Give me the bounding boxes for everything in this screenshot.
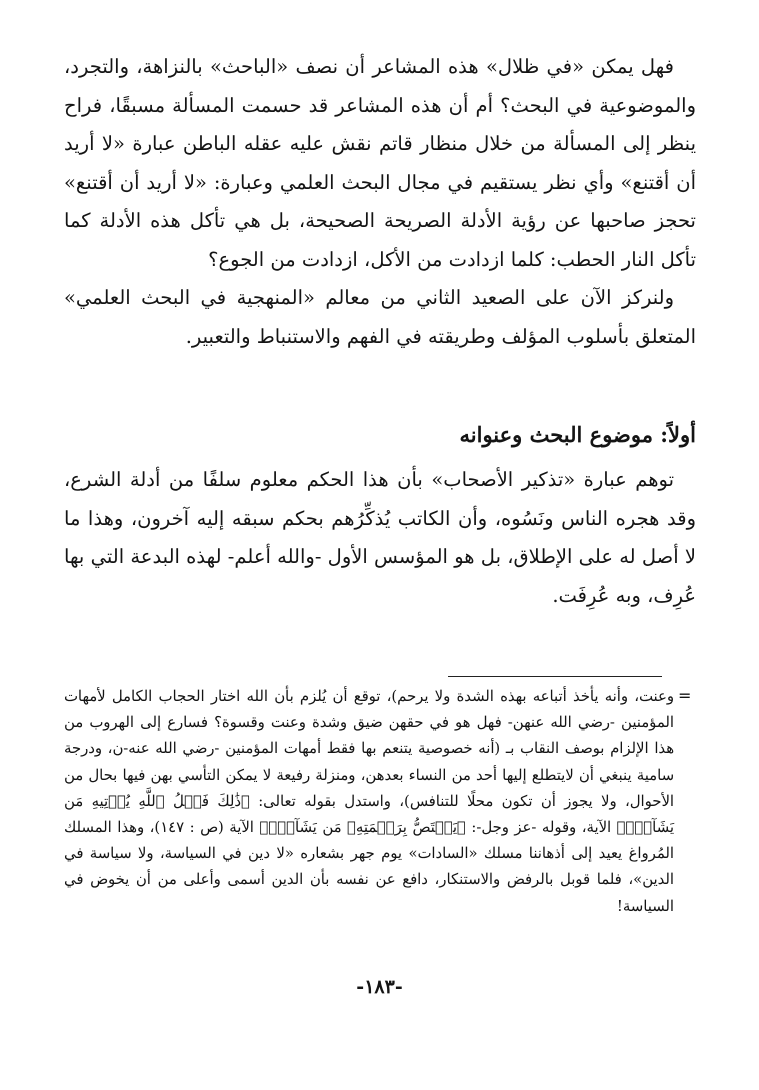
body-text-lower: [64, 461, 696, 615]
body-text-upper: [64, 48, 696, 356]
footnote-divider: [448, 676, 662, 677]
page-number: -١٨٣-: [356, 976, 403, 998]
footnote-continuation-marker: =: [678, 686, 692, 705]
paragraph-2: ولنركز الآن على الصعيد الثاني من معالم «المنهجية في البحث العلمي» المتعلق بأسلوب المؤلف وطريقته في الفهم والاستنباط والتعبير.: [64, 286, 696, 348]
paragraph-1: فهل يمكن «في ظلال» هذه المشاعر أن نصف «الباحث» بالنزاهة، والتجرد، والموضوعية في البحث؟ أم أن هذه المشاعر قد حسمت المسألة مسبقًا، فراح ينظر إلى المسألة من خلال منظار قاتم نقش عليه عقله الباطن عبارة «لا أريد أن أقتنع» وأي نظر يستقيم في مجال البحث العلمي وعبارة: «لا أريد أن أقتنع» تحجز صاحبها عن رؤية الأدلة الصريحة الصحيحة، بل هي تأكل هذه الأدلة كما تأكل النار الحطب: كلما ازدادت من الأكل، ازدادت من الجوع؟: [64, 55, 696, 271]
section-heading: أولاً: موضوع البحث وعنوانه: [459, 422, 696, 447]
footnote-text: وعنت، وأنه يأخذ أتباعه بهذه الشدة ولا يرحم)، توقع أن يُلزم بأن الله اختار الحجاب الكامل لأمهات المؤمنين -رضي الله عنهن- فهل هو في حقهن ضيق وشدة وعنت وقسوة؟ فسارع إلى الهروب من هذا الإلزام بوصف النقاب بـ (أنه خصوصية يتنعم بها فقط أمهات المؤمنين -رضي الله عنه-ن، ودرجة سامية ينبغي أن لايتطلع إليها أحد من النساء بعدهن، ومنزلة رفيعة لا يمكن التأسي بهن فيها بحال من الأحوال، ولا يجوز أن تكون محلًا للتنافس)، واستدل بقوله تعالى: ﴿ذَٰلِكَ فَضۡلُ ٱللَّهِ يُؤۡتِيهِ مَن يَشَآءُۚ﴾ الآية، وقوله -عز وجل-: ﴿يَخۡتَصُّ بِرَحۡمَتِهِۦ مَن يَشَآءُۚ﴾ الآية (ص : ١٤٧)، وهذا المسلك المُرواغ يعيد إلى أذهاننا مسلك «السادات» يوم جهر بشعاره «لا دين في السياسة، ولا سياسة في الدين»، فلما قوبل بالرفض والاستنكار، دافع عن نفسه بأن الدين أسمى وأعلى من أن يخوض في السياسة!: [64, 688, 675, 915]
paragraph-3: توهم عبارة «تذكير الأصحاب» بأن هذا الحكم معلوم سلفًا من أدلة الشرع، وقد هجره الناس ونَسُوه، وأن الكاتب يُذكِّرُهم بحكم سبقه إليه آخرون، وهذا ما لا أصل له على الإطلاق، بل هو المؤسس الأول -والله أعلم- لهذه البدعة التي بها عُرِف، وبه عُرِفَت.: [64, 468, 696, 607]
